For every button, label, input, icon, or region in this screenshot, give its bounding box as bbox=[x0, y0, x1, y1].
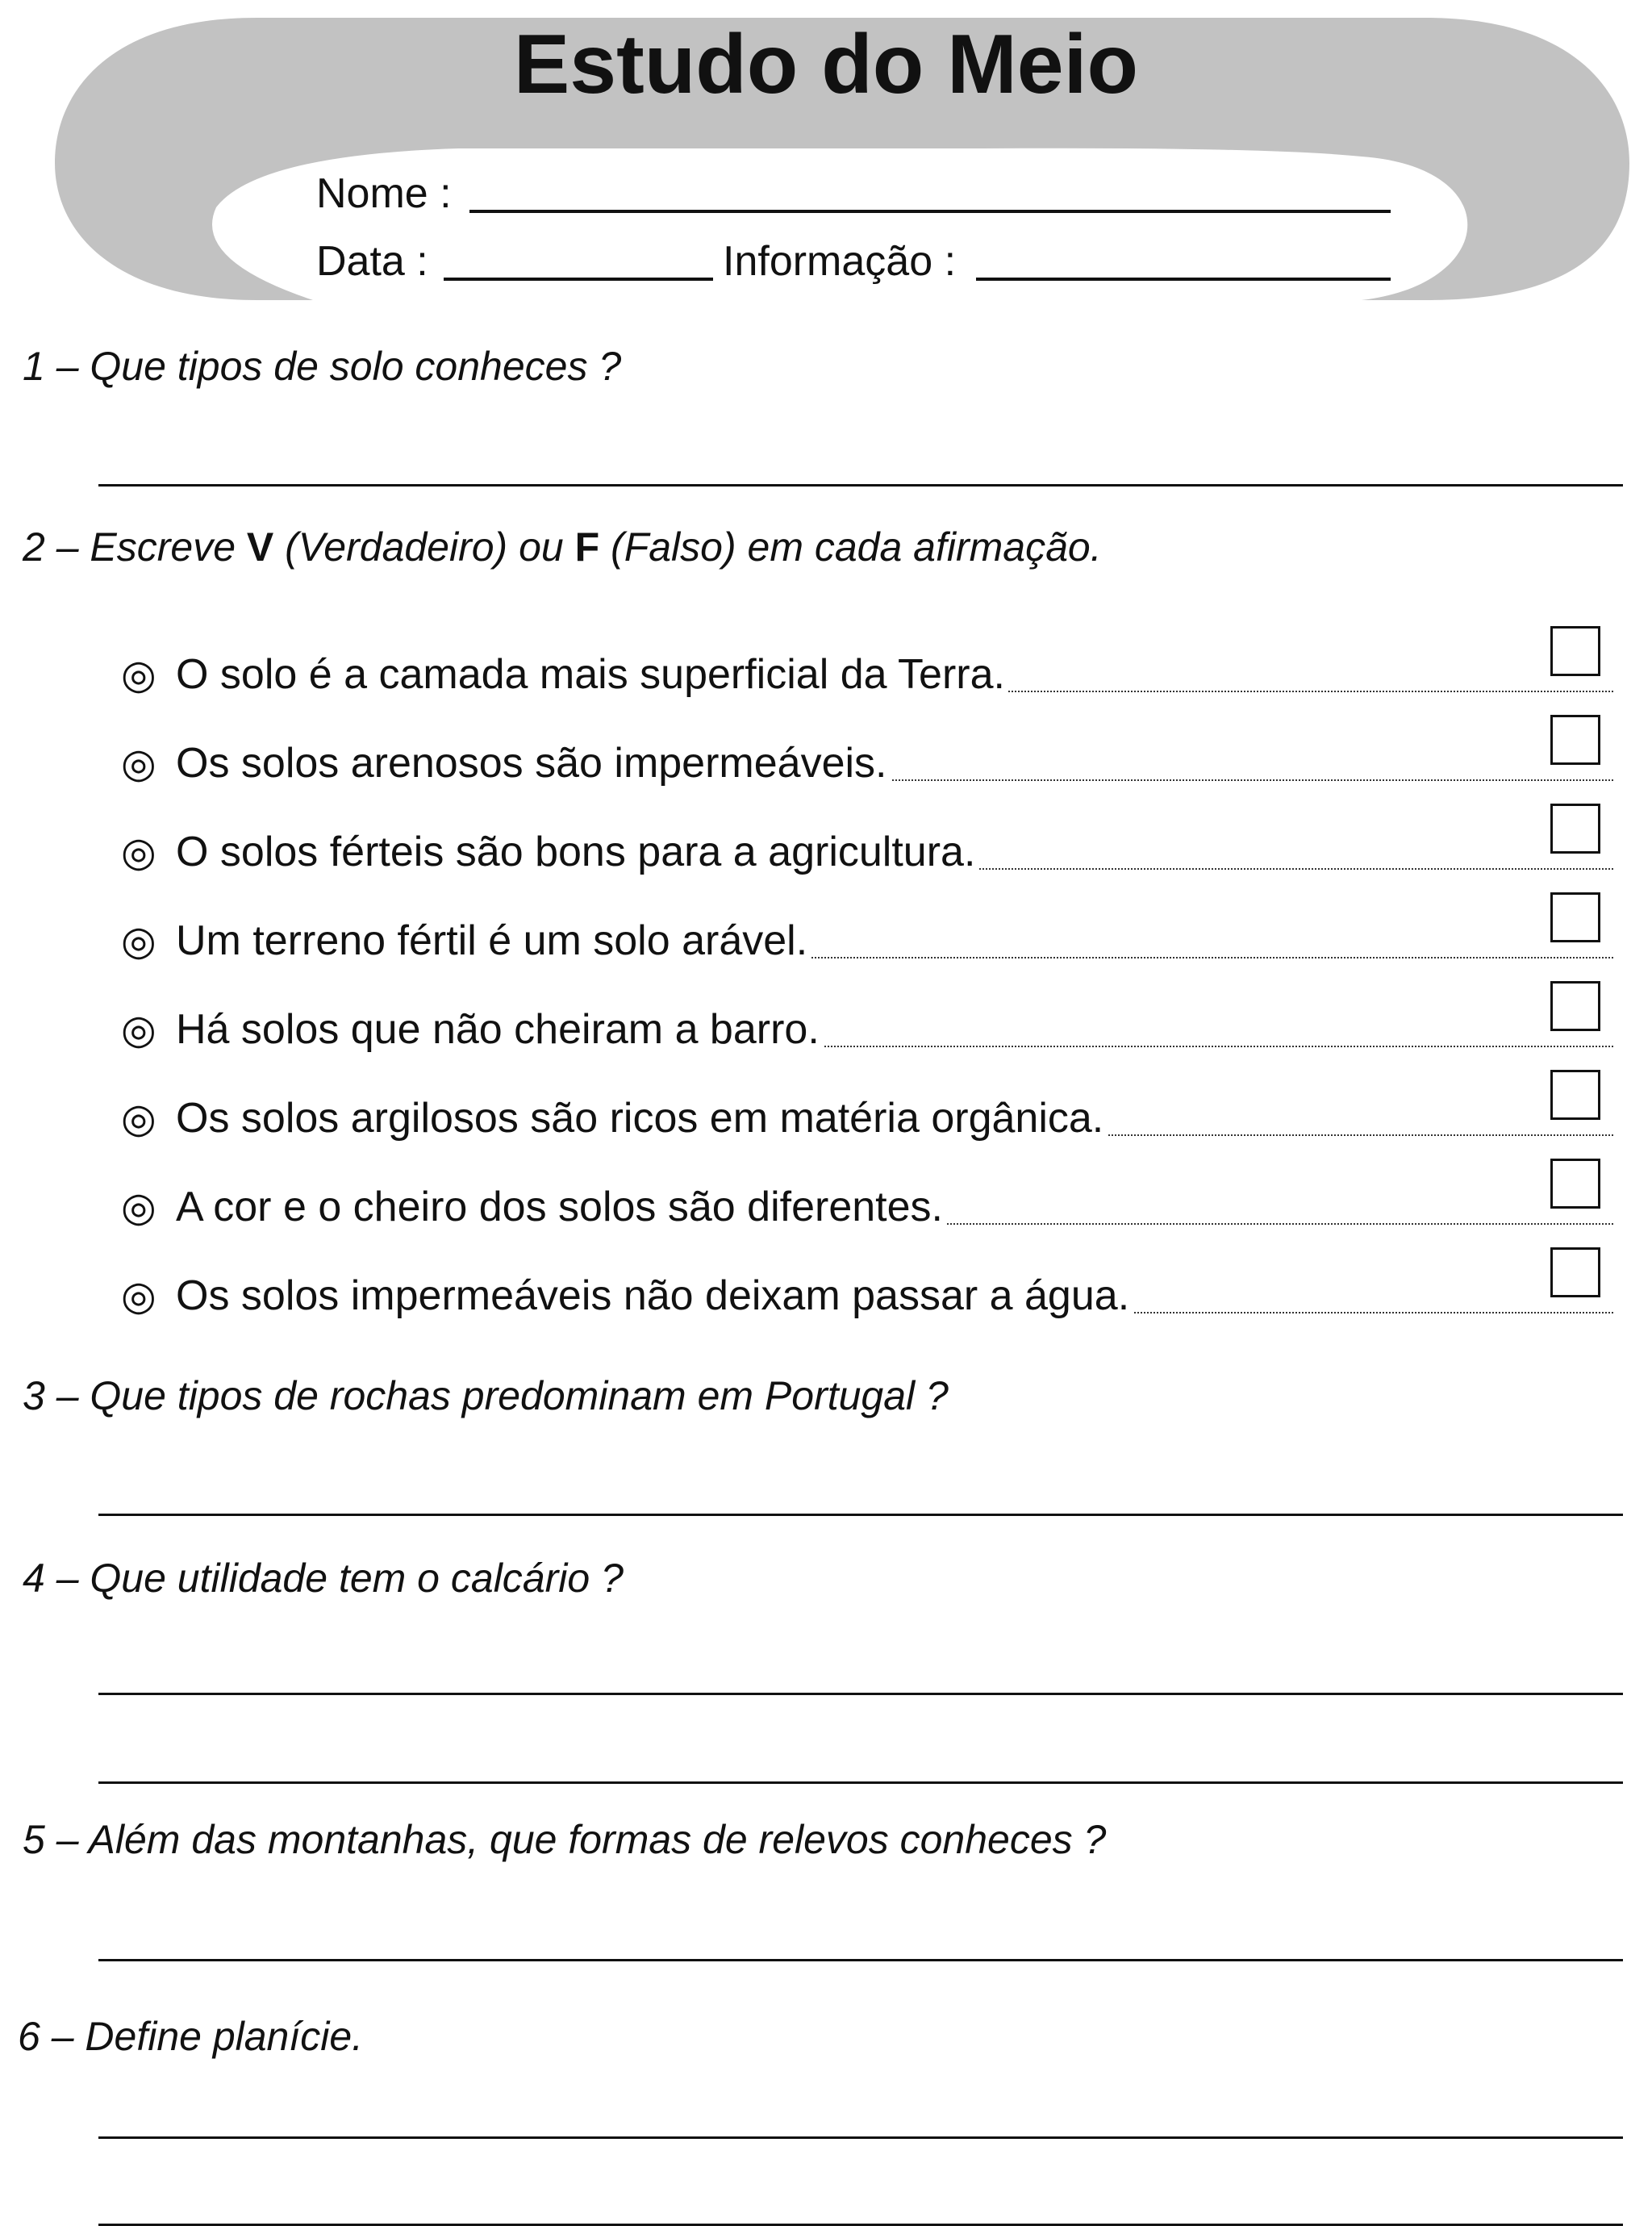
name-label: Nome : bbox=[316, 170, 452, 217]
bullet-icon: ◎ bbox=[121, 1007, 156, 1052]
answer-checkbox-7[interactable] bbox=[1550, 1159, 1600, 1209]
info-label: Informação : bbox=[723, 238, 957, 285]
statement-item bbox=[121, 1267, 1613, 1331]
answer-checkbox-6[interactable] bbox=[1550, 1070, 1600, 1120]
statement-item bbox=[121, 734, 1613, 799]
answer-checkbox-8[interactable] bbox=[1550, 1247, 1600, 1297]
statement-item bbox=[121, 1089, 1613, 1154]
answer-checkbox-5[interactable] bbox=[1550, 981, 1600, 1031]
question-6: 6 – Define planície. bbox=[18, 2014, 364, 2059]
bullet-icon: ◎ bbox=[121, 918, 156, 963]
question-2-mid: (Verdadeiro) ou bbox=[273, 524, 575, 570]
question-2-prefix: 2 – Escreve bbox=[23, 524, 247, 570]
statement-text: O solo é a camada mais superficial da Terra. bbox=[176, 650, 1008, 699]
bullet-icon: ◎ bbox=[121, 652, 156, 697]
statement-text: Um terreno fértil é um solo arável. bbox=[176, 917, 811, 965]
statement-text: Há solos que não cheiram a barro. bbox=[176, 1005, 823, 1054]
answer-line-1[interactable] bbox=[98, 484, 1623, 487]
bullet-icon: ◎ bbox=[121, 829, 156, 875]
answer-line-6a[interactable] bbox=[98, 2136, 1623, 2139]
question-2-f: F bbox=[574, 524, 600, 570]
bullet-icon: ◎ bbox=[121, 1096, 156, 1141]
info-field[interactable] bbox=[976, 278, 1391, 281]
statement-item bbox=[121, 645, 1613, 710]
bullet-icon: ◎ bbox=[121, 741, 156, 786]
statement-item bbox=[121, 1178, 1613, 1242]
question-2-v: V bbox=[246, 524, 274, 570]
statement-text: Os solos arenosos são impermeáveis. bbox=[176, 739, 891, 787]
bullet-icon: ◎ bbox=[121, 1273, 156, 1318]
question-2 bbox=[23, 523, 1102, 571]
question-2-suffix: (Falso) em cada afirmação. bbox=[599, 524, 1102, 570]
question-1: 1 – Que tipos de solo conheces ? bbox=[23, 344, 622, 389]
name-field[interactable] bbox=[469, 210, 1391, 213]
statement-text: O solos férteis são bons para a agricultura. bbox=[176, 828, 978, 876]
answer-line-4a[interactable] bbox=[98, 1693, 1623, 1695]
answer-checkbox-3[interactable] bbox=[1550, 804, 1600, 854]
statement-text: Os solos impermeáveis não deixam passar a água. bbox=[176, 1272, 1133, 1320]
answer-line-4b[interactable] bbox=[98, 1781, 1623, 1784]
answer-checkbox-4[interactable] bbox=[1550, 892, 1600, 942]
question-5: 5 – Além das montanhas, que formas de relevos conheces ? bbox=[23, 1817, 1107, 1862]
question-4: 4 – Que utilidade tem o calcário ? bbox=[23, 1556, 624, 1601]
answer-line-5[interactable] bbox=[98, 1959, 1623, 1961]
statement-item bbox=[121, 823, 1613, 887]
statement-text: Os solos argilosos são ricos em matéria orgânica. bbox=[176, 1094, 1107, 1142]
page-title: Estudo do Meio bbox=[513, 18, 1139, 111]
answer-checkbox-2[interactable] bbox=[1550, 715, 1600, 765]
statement-item bbox=[121, 1000, 1613, 1065]
statement-item bbox=[121, 912, 1613, 976]
answer-line-3[interactable] bbox=[98, 1514, 1623, 1516]
statement-text: A cor e o cheiro dos solos são diferentes. bbox=[176, 1183, 946, 1231]
bullet-icon: ◎ bbox=[121, 1184, 156, 1230]
date-field[interactable] bbox=[444, 278, 713, 281]
question-3: 3 – Que tipos de rochas predominam em Portugal ? bbox=[23, 1373, 949, 1418]
date-label: Data : bbox=[316, 238, 428, 285]
answer-checkbox-1[interactable] bbox=[1550, 626, 1600, 676]
